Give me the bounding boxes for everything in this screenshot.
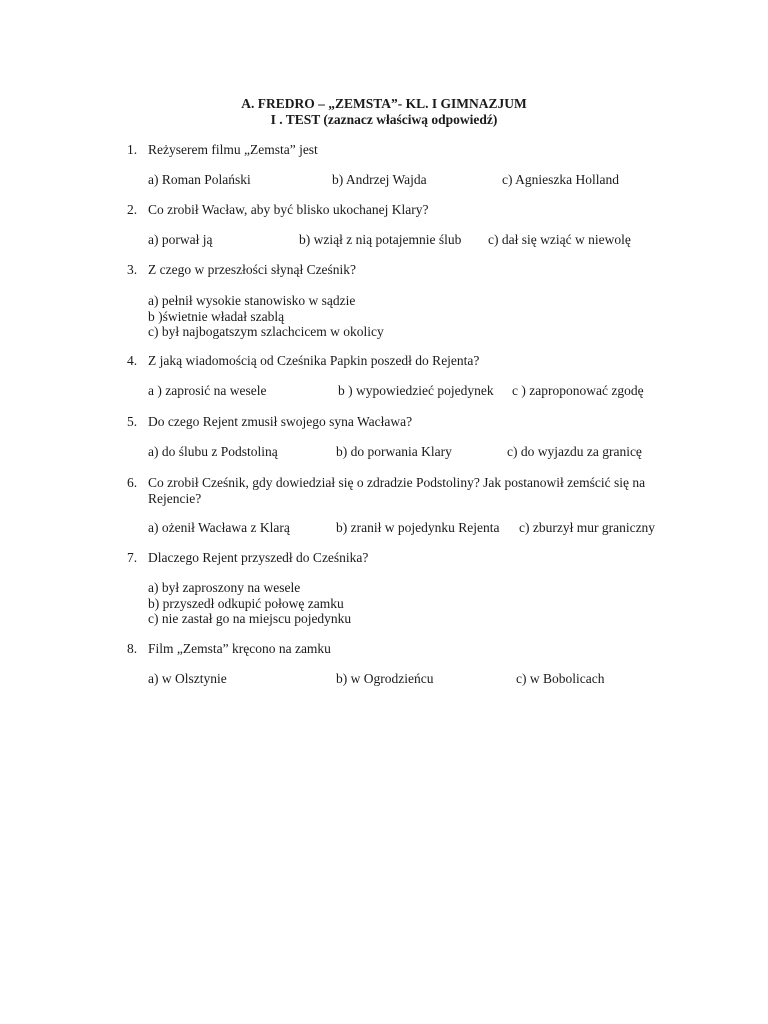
question-text: Reżyserem filmu „Zemsta” jest (148, 142, 318, 157)
option-a: a) do ślubu z Podstoliną (148, 444, 278, 459)
option-c: c ) zaproponować zgodę (512, 383, 644, 398)
question-number: 2. (127, 202, 138, 217)
question-text: Co zrobił Wacław, aby być blisko ukochanej Klary? (148, 202, 429, 217)
question-text: Film „Zemsta” kręcono na zamku (148, 641, 331, 656)
option-c: c) zburzył mur graniczny (519, 520, 656, 535)
question-2-options (148, 232, 708, 248)
option-c: c) Agnieszka Holland (502, 172, 619, 187)
question-number: 3. (127, 262, 138, 277)
question-3-options (148, 293, 384, 340)
question-4-options (148, 383, 708, 399)
option-b: b) Andrzej Wajda (332, 172, 427, 187)
question-1-options (148, 172, 708, 188)
option-b: b) przyszedł odkupić połowę zamku (148, 595, 344, 611)
question-number: 1. (127, 142, 138, 157)
option-a: a) był zaproszony na wesele (148, 580, 301, 595)
option-c: c) nie zastał go na miejscu pojedynku (148, 611, 352, 626)
option-b: b) w Ogrodzieńcu (336, 671, 434, 686)
question-7-options (148, 580, 351, 627)
question-number: 4. (127, 353, 138, 368)
option-b: b) zranił w pojedynku Rejenta (336, 520, 500, 535)
question-number: 7. (127, 550, 138, 565)
question-text: Do czego Rejent zmusił swojego syna Wacława? (148, 414, 413, 429)
option-b: b) do porwania Klary (336, 444, 452, 459)
question-6-options (148, 520, 708, 536)
question-text: Co zrobił Cześnik, gdy dowiedział się o zdradzie Podstoliny? Jak postanowił zemścić się na Rejencie? (148, 475, 646, 506)
option-c: c) był najbogatszym szlachcicem w okolicy (148, 324, 384, 339)
question-5-options (148, 444, 708, 460)
question-text: Z jaką wiadomością od Cześnika Papkin poszedł do Rejenta? (148, 353, 480, 368)
question-8-options (148, 671, 708, 687)
option-c: c) dał się wziąć w niewolę (488, 232, 631, 247)
option-a: a) porwał ją (148, 232, 213, 247)
option-b: b) wziął z nią potajemnie ślub (299, 232, 462, 247)
option-a: a) ożenił Wacława z Klarą (148, 520, 290, 535)
document-subtitle: I . TEST (zaznacz właściwą odpowiedź) (270, 112, 498, 127)
question-number: 6. (127, 475, 138, 490)
option-b: b ) wypowiedzieć pojedynek (338, 383, 494, 398)
option-a: a ) zaprosić na wesele (148, 383, 267, 398)
question-number: 8. (127, 641, 138, 656)
option-c: c) do wyjazdu za granicę (507, 444, 642, 459)
document-title: A. FREDRO – „ZEMSTA”- KL. I GIMNAZJUM (241, 96, 527, 111)
document-header (0, 96, 768, 128)
question-number: 5. (127, 414, 138, 429)
question-text: Dlaczego Rejent przyszedł do Cześnika? (148, 550, 369, 565)
option-a: a) w Olsztynie (148, 671, 227, 686)
question-text: Z czego w przeszłości słynął Cześnik? (148, 262, 357, 277)
option-c: c) w Bobolicach (516, 671, 605, 686)
option-a: a) pełnił wysokie stanowisko w sądzie (148, 293, 356, 308)
option-b: b )świetnie władał szablą (148, 308, 285, 324)
option-a: a) Roman Polański (148, 172, 251, 187)
